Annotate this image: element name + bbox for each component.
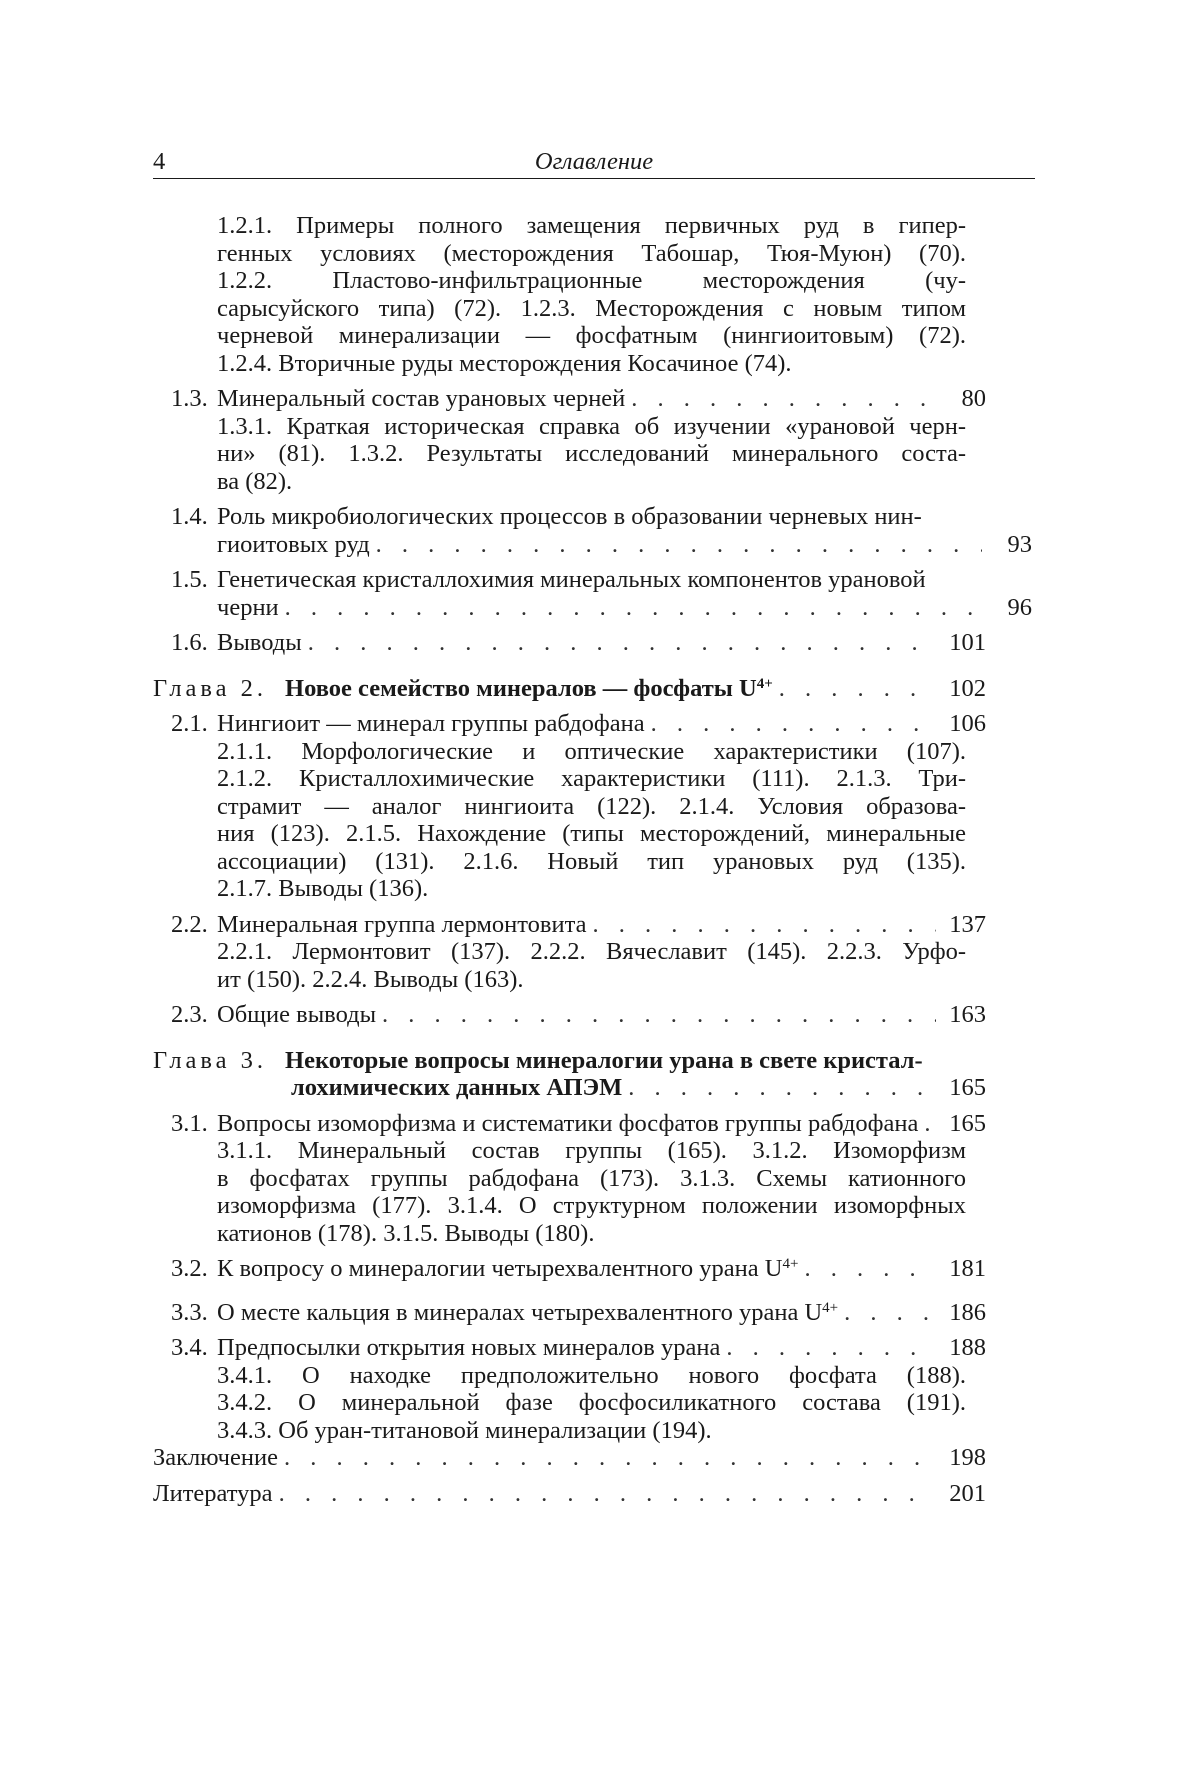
entry-page: 80 <box>961 385 986 412</box>
entry-title: Генетическая кристаллохимия минеральных компонентов урановой <box>217 566 926 593</box>
entry-number: 2.3. <box>171 1001 208 1028</box>
subsection-line: генных условиях (месторождения Табошар, Тюя-Муюн) (70). <box>217 239 966 267</box>
running-title: Оглавление <box>534 148 654 175</box>
entry-page: 137 <box>949 910 986 938</box>
dot-leader <box>651 710 936 738</box>
toc-subsections-3-1 <box>153 1137 966 1247</box>
subsection-line: в фосфатах группы рабдофана (173). 3.1.3. Схемы катионного <box>217 1164 966 1192</box>
subsection-line: 2.2.1. Лермонтовит (137). 2.2.2. Вячеславит (145). 2.2.3. Урфо- <box>217 938 966 965</box>
dot-leader <box>382 1001 936 1029</box>
entry-title: Общие выводы <box>217 1001 377 1028</box>
entry-page: 96 <box>1007 593 1032 621</box>
toc-entry-3-2[interactable] <box>171 1255 1035 1283</box>
dot-leader <box>285 594 982 622</box>
subsection-line: ва (82). <box>217 467 293 495</box>
entry-number: 3.4. <box>171 1334 208 1361</box>
entry-number: 1.6. <box>171 629 208 656</box>
entry-title: Роль микробиологических процессов в образовании черневых нин- <box>217 503 922 530</box>
dot-leader <box>844 1299 936 1327</box>
subsection-line: 1.2.1. Примеры полного замещения первичных руд в гипер- <box>217 212 966 239</box>
chapter-title-continued: лохимических данных АПЭМ <box>291 1074 623 1101</box>
page-number: 4 <box>153 148 166 175</box>
chapter-page: 165 <box>949 1074 986 1101</box>
dot-leader <box>779 675 936 703</box>
toc-subsections-3-4 <box>153 1362 966 1445</box>
toc-chapter-2[interactable] <box>153 675 986 703</box>
toc-entry-3-4[interactable] <box>171 1334 1035 1362</box>
dot-leader <box>628 1074 936 1102</box>
subsection-line: ассоциации) (131). 2.1.6. Новый тип урановых руд (135). <box>217 847 966 875</box>
dot-leader <box>631 385 936 413</box>
toc-entry-3-3[interactable] <box>171 1299 1035 1327</box>
entry-title: К вопросу о минералогии четырехвалентного урана $U^{4+}$ <box>217 1255 799 1282</box>
entry-title-continued: черни <box>217 593 279 621</box>
toc-entry-2-3[interactable] <box>171 1001 1035 1029</box>
entry-page: 163 <box>949 1001 986 1028</box>
entry-page: 101 <box>949 629 986 656</box>
entry-title: Предпосылки открытия новых минералов урана <box>217 1334 721 1361</box>
subsection-line: 1.2.4. Вторичные руды месторождения Косачиное (74). <box>217 349 792 377</box>
toc-entry-1-6[interactable] <box>171 629 1035 657</box>
entry-number: 1.4. <box>171 503 208 530</box>
subsection-line: черневой минерализации — фосфатным (нингиоитовым) (72). <box>217 322 966 349</box>
entry-title: Литература <box>153 1479 273 1507</box>
toc-subsections-2-1 <box>153 738 966 903</box>
entry-title: Минеральный состав урановых черней <box>217 385 626 412</box>
entry-number: 3.1. <box>171 1109 208 1137</box>
subsection-line: страмит — аналог нингиоита (122). 2.1.4. Условия образова- <box>217 792 966 820</box>
entry-title: Заключение <box>153 1444 278 1471</box>
chapter-title: Новое семейство минералов — фосфаты $U^{4+}$ <box>285 674 773 702</box>
toc-entry-2-1[interactable] <box>171 710 1035 738</box>
running-head <box>153 148 1035 180</box>
dot-leader <box>593 911 937 939</box>
chapter-number: Глава 2. <box>153 674 268 702</box>
chapter-page: 102 <box>949 674 986 702</box>
dot-leader <box>279 1480 936 1508</box>
header-rule <box>153 178 1035 179</box>
subsection-line: 1.2.2. Пластово-инфильтрационные месторождения (чу- <box>217 267 966 294</box>
toc-entry-literature[interactable] <box>153 1480 986 1508</box>
subsection-line: сарысуйского типа) (72). 1.2.3. Месторождения с новым типом <box>217 294 966 322</box>
entry-title: О месте кальция в минералах четырехвалентного урана $U^{4+}$ <box>217 1298 839 1326</box>
superscript: 4+ <box>756 675 773 692</box>
dot-leader <box>804 1255 936 1283</box>
entry-title-continued: гиоитовых руд <box>217 530 370 558</box>
subsection-line: 1.3.1. Краткая историческая справка об изучении «урановой черн- <box>217 412 966 440</box>
entry-page: 106 <box>949 710 986 737</box>
entry-page: 93 <box>1007 530 1032 558</box>
entry-number: 2.2. <box>171 910 208 938</box>
toc-entry-2-2[interactable] <box>171 911 1035 939</box>
entry-page: 198 <box>949 1444 986 1471</box>
toc-entry-1-3[interactable] <box>171 385 1035 413</box>
toc-subsections-2-2 <box>153 938 966 993</box>
dot-leader <box>376 531 982 559</box>
subsection-line: ния (123). 2.1.5. Нахождение (типы месторождений, минеральные <box>217 820 966 847</box>
chapter-number: Глава 3. <box>153 1046 268 1074</box>
entry-page: 188 <box>949 1334 986 1361</box>
toc-entry-conclusion[interactable] <box>153 1444 986 1472</box>
entry-number: 1.3. <box>171 385 208 412</box>
entry-number: 3.2. <box>171 1255 208 1282</box>
entry-number: 3.3. <box>171 1298 208 1326</box>
chapter-title: Некоторые вопросы минералогии урана в свете кристал- <box>285 1046 923 1074</box>
subsection-line: 2.1.1. Морфологические и оптические характеристики (107). <box>217 737 966 765</box>
entry-page: 165 <box>949 1109 986 1137</box>
subsection-line: 2.1.2. Кристаллохимические характеристики (111). 2.1.3. Три- <box>217 765 966 792</box>
entry-number: 1.5. <box>171 566 208 593</box>
toc-entry-1-4[interactable] <box>171 503 1035 558</box>
toc-subsections-1-3 <box>153 413 966 496</box>
toc-page <box>153 0 1035 1773</box>
toc-subsections-1-2 <box>153 212 966 377</box>
subsection-line: 3.4.1. О находке предположительно нового фосфата (188). <box>217 1361 966 1389</box>
entry-title: Нингиоит — минерал группы рабдофана <box>217 710 645 737</box>
subsection-line: катионов (178). 3.1.5. Выводы (180). <box>217 1219 595 1247</box>
superscript: 4+ <box>782 1256 799 1272</box>
toc-entry-3-1[interactable] <box>171 1110 1035 1138</box>
entry-page: 201 <box>949 1479 986 1507</box>
entry-page: 181 <box>949 1255 986 1282</box>
subsection-line: 3.4.3. Об уран-титановой минерализации (194). <box>217 1416 712 1444</box>
subsection-line: 3.4.2. О минеральной фазе фосфосиликатного состава (191). <box>217 1389 966 1416</box>
entry-title: Вопросы изоморфизма и систематики фосфатов группы рабдофана <box>217 1109 919 1137</box>
entry-title: Выводы <box>217 629 302 656</box>
entry-number: 2.1. <box>171 710 208 737</box>
dot-leader <box>284 1444 936 1472</box>
entry-page: 186 <box>949 1298 986 1326</box>
superscript: 4+ <box>822 1299 839 1316</box>
subsection-line: 3.1.1. Минеральный состав группы (165). 3.1.2. Изоморфизм <box>217 1137 966 1164</box>
table-of-contents <box>153 212 1035 1507</box>
toc-entry-1-5[interactable] <box>171 566 1035 621</box>
dot-leader <box>726 1334 936 1362</box>
subsection-line: ит (150). 2.2.4. Выводы (163). <box>217 965 524 993</box>
subsection-line: ни» (81). 1.3.2. Результаты исследований минерального соста- <box>217 440 966 467</box>
toc-chapter-3[interactable] <box>153 1047 986 1102</box>
subsection-line: изоморфизма (177). 3.1.4. О структурном положении изоморфных <box>217 1192 966 1219</box>
dot-leader <box>924 1110 936 1138</box>
dot-leader <box>308 629 936 657</box>
subsection-line: 2.1.7. Выводы (136). <box>217 875 429 902</box>
entry-title: Минеральная группа лермонтовита <box>217 910 587 938</box>
